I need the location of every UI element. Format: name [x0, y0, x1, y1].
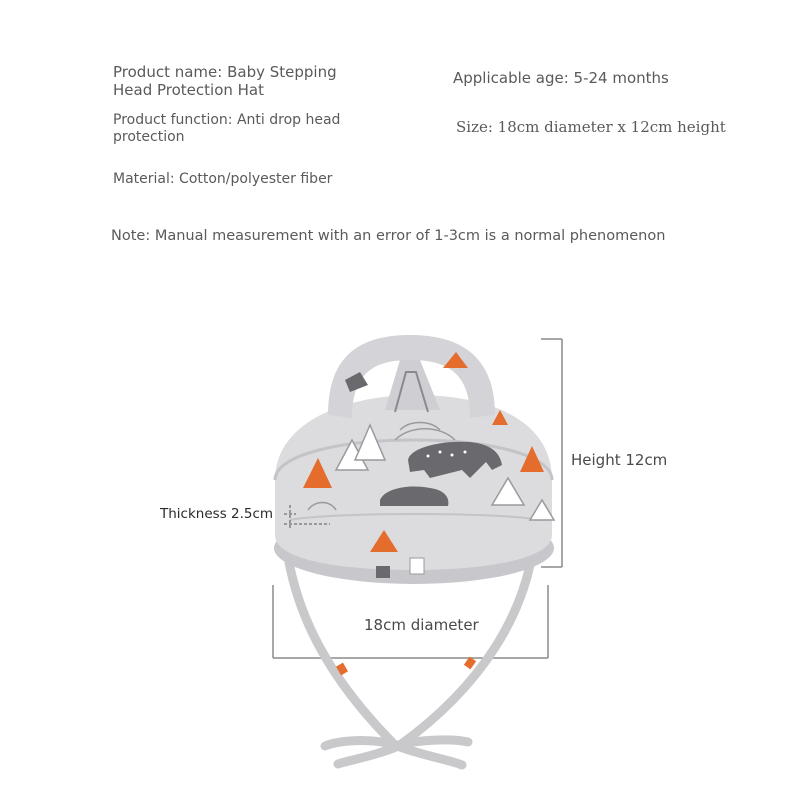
hat-straps — [289, 562, 530, 765]
product-name: Product name: Baby Stepping Head Protection Hat — [113, 63, 337, 99]
diameter-label: 18cm diameter — [364, 616, 479, 634]
product-size: Size: 18cm diameter x 12cm height — [456, 118, 726, 136]
applicable-age: Applicable age: 5-24 months — [453, 69, 669, 87]
product-material: Material: Cotton/polyester fiber — [113, 171, 333, 187]
strap-print — [336, 657, 476, 676]
product-function: Product function: Anti drop head protection — [113, 112, 341, 145]
measurement-note: Note: Manual measurement with an error of 1-3cm is a normal phenomenon — [111, 228, 666, 244]
thickness-label: Thickness 2.5cm — [160, 506, 274, 522]
height-label: Height 12cm — [571, 451, 668, 469]
